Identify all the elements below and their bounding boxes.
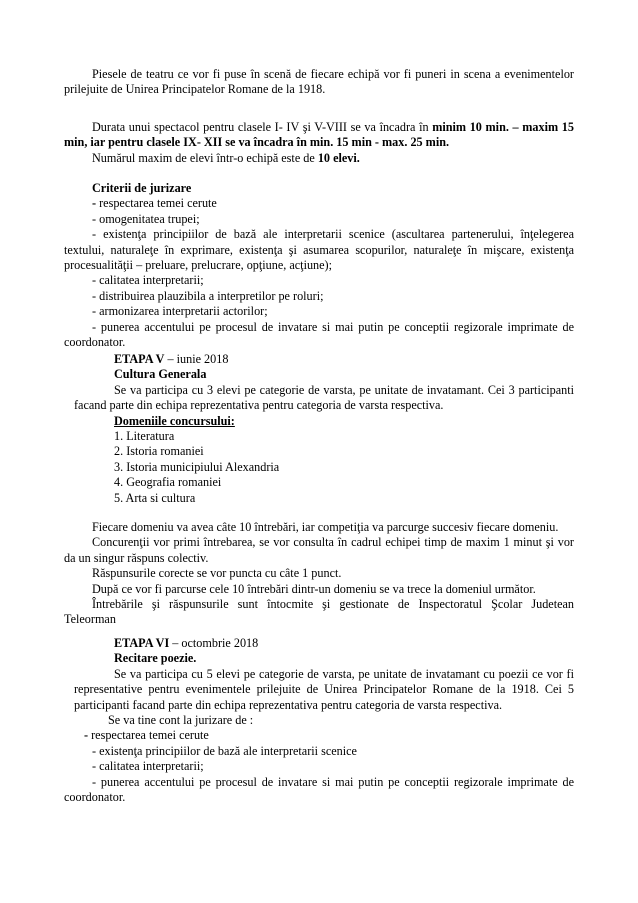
list-item: - punerea accentului pe procesul de invatare si mai putin pe conceptii regizorale imprimate de: [92, 774, 574, 789]
list-item: - punerea accentului pe procesul de invatare si mai putin pe conceptii regizorale imprimate de: [92, 319, 574, 334]
bold-span: -: [84, 728, 92, 743]
underlined-span: Domeniile concursului:: [114, 413, 235, 428]
stage-subtitle: [64, 651, 574, 666]
text-line: participanti facand parte din echipa reprezentativa pentru categoria de varsta respectiva.: [74, 697, 503, 712]
bold-span: ETAPA V: [114, 352, 165, 366]
paragraph-plays: [64, 67, 574, 98]
text-line: Concurenţii vor primi întrebarea, se vor consulta în cadrul echipei timp de maxim 1 minut şi vor: [92, 535, 574, 550]
text-line: Răspunsurile corecte se vor puncta cu câte 1 punct.: [92, 566, 342, 581]
bold-span: 10 elevi.: [317, 150, 360, 165]
section-title: [64, 181, 574, 196]
list-item: - calitatea interpretarii;: [92, 273, 204, 288]
bold-span: ETAPA VI: [114, 636, 170, 650]
paragraph-duration: [64, 120, 574, 166]
section-etapa-v: [64, 352, 574, 506]
list-item: - existenţa principiilor de bază ale interpretarii scenice (ascultarea partenerului, înţelegerea: [92, 227, 574, 242]
stage-subtitle: [64, 367, 574, 382]
text-line: Piesele de teatru ce vor fi puse în scenă de fiecare echipă vor fi puneri in scena a evenimentelor: [92, 67, 574, 81]
text-line: [64, 120, 574, 135]
text-span: respectarea temei cerute: [91, 728, 209, 743]
stage-description: [64, 383, 574, 414]
text-span: – iunie 2018: [164, 352, 229, 366]
text-line: prilejuite de Unirea Principatelor Romane de la 1918.: [64, 82, 326, 97]
stage-heading: [64, 352, 574, 367]
text-span: Numărul maxim de elevi într-o echipă este de: [92, 150, 318, 165]
text-line: Se va participa cu 5 elevi pe categorie de varsta, pe unitate de invatamant cu poezii ce vor fi: [114, 666, 574, 681]
bold-span: minim 10 min. – maxim 15: [432, 120, 574, 134]
list-item: - calitatea interpretarii;: [92, 759, 204, 774]
list-item: 3. Istoria municipiului Alexandria: [114, 459, 280, 474]
text-span: – octombrie 2018: [169, 636, 259, 650]
text-line: procesualităţii – preluare, prelucrare, opţiune, acţiune);: [64, 258, 333, 273]
text-line: Se va participa cu 3 elevi pe categorie de varsta, pe unitate de invatamant. Cei 3 participanti: [114, 382, 574, 397]
text-line: coordonator.: [64, 790, 126, 805]
list-item: - distribuirea plauzibila a interpretilor pe roluri;: [92, 288, 324, 303]
section-criteria: [64, 181, 574, 350]
list-item: [64, 728, 574, 743]
list-item: - omogenitatea trupei;: [92, 211, 200, 226]
list-item: 4. Geografia romaniei: [114, 475, 222, 490]
text-line: textului, naturaleţe în exprimare, existenţa şi asumarea scopurilor, naturaleţe în mişcare, existenţa: [64, 242, 574, 257]
list-item: [64, 196, 574, 211]
text-line: representative pentru evenimentele prilejuite de Unirea Principatelor Romane de la 1918. Cei 5: [74, 682, 574, 697]
bold-span: Criterii de jurizare: [92, 181, 192, 195]
bold-span: Recitare poezie.: [114, 651, 197, 666]
list-item: - armonizarea interpretarii actorilor;: [92, 304, 268, 319]
domains-title: [64, 414, 574, 429]
list-item: - existenţa principiilor de bază ale interpretarii scenice: [92, 743, 357, 758]
stage-description: [64, 667, 574, 713]
text-line: coordonator.: [64, 335, 126, 350]
text-line: da un singur răspuns colectiv.: [64, 550, 209, 565]
bold-span: -: [92, 196, 100, 211]
text-span: respectarea temei cerute: [99, 196, 217, 211]
text-line: După ce vor fi parcurse cele 10 întrebări dintr-un domeniu se va trece la domeniul următor.: [92, 581, 536, 596]
list-item: 1. Literatura: [114, 429, 175, 444]
text-span: Durata unui spectacol pentru clasele I- IV şi V-VIII se va încadra în: [92, 120, 433, 134]
text-line: [64, 151, 574, 166]
list-item: 5. Arta si cultura: [114, 490, 196, 505]
text-line: facand parte din echipa reprezentativa pentru categoria de varsta respectiva.: [74, 398, 444, 413]
criteria-intro: Se va tine cont la jurizare de :: [108, 713, 254, 728]
text-line: Fiecare domeniu va avea câte 10 întrebări, iar competiţia va parcurge succesiv fiecare domeniu.: [92, 520, 559, 534]
stage-heading: [64, 636, 574, 651]
list-item: 2. Istoria romaniei: [114, 444, 204, 459]
section-etapa-v-rules: [64, 520, 574, 628]
section-etapa-vi: [64, 636, 574, 805]
bold-span: min, iar pentru clasele IX- XII se va încadra în min. 15 min - max. 25 min.: [64, 135, 450, 150]
text-line: [64, 135, 574, 150]
text-line: Întrebările şi răspunsurile sunt întocmite şi gestionate de Inspectoratul Şcolar Judetean: [92, 597, 574, 612]
bold-span: Cultura Generala: [114, 367, 207, 382]
text-line: Teleorman: [64, 612, 116, 627]
